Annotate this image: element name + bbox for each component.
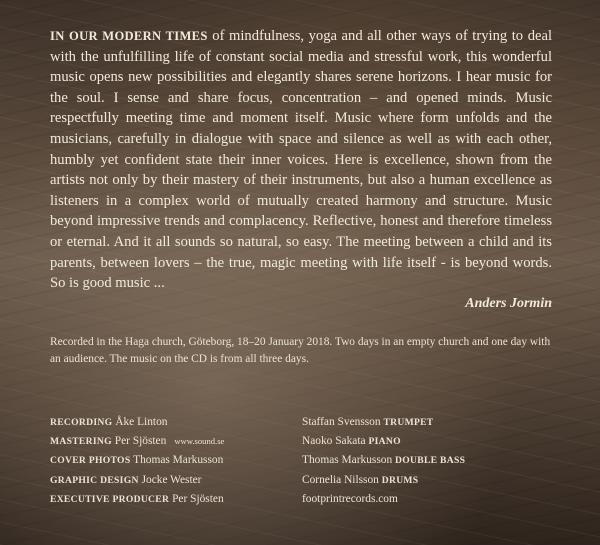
production-credits — [50, 413, 224, 509]
credit-row — [50, 413, 224, 432]
musician-name: Thomas Markusson — [302, 454, 393, 467]
essay-lead: IN OUR MODERN TIMES — [50, 29, 208, 43]
credit-role: COVER PHOTOS — [50, 455, 131, 467]
credit-name: Åke Linton — [115, 416, 168, 428]
musician-row — [302, 413, 552, 432]
essay-body: of mindfulness, yoga and all other ways of trying to deal with the unfulfilling life of constant social media and stressful work, this wonderful music opens new possibilities and elegantly shares serene horizons. I hear music for the soul. I sense and share focus, concentration – and opened minds. Music respectfully meeting time and moment itself. Music where form unfolds and the musicians, carefully in dialogue with space and silence as well as with each other, humbly yet confident state their inner voices. Here is excellence, shown from the artists not only by their mastery of their instruments, but also a human excellence as listeners in a complex world of mutually created harmony and structure. Music beyond impressive trends and complacency. Reflective, honest and therefore timeless or eternal. And it all sounds so natural, so easy. The meeting between a child and its parents, between lovers – the true, magic meeting with life itself - is beyond words. So is good music ... — [50, 28, 552, 292]
credit-name: Jocke Wester — [141, 473, 202, 486]
mastering-url: www.sound.se — [174, 436, 225, 447]
musician-name: Naoko Sakata — [302, 435, 366, 448]
credit-role: RECORDING — [50, 417, 113, 428]
credits-section — [50, 413, 552, 509]
credit-role: GRAPHIC DESIGN — [50, 474, 139, 486]
credit-row — [50, 471, 224, 490]
essay-signature: Anders Jormin — [465, 295, 552, 311]
credit-row — [50, 490, 224, 509]
musician-instrument: DRUMS — [381, 474, 419, 486]
label-website: footprintrecords.com — [302, 492, 398, 505]
credit-name: Per Sjösten — [114, 435, 167, 448]
musician-instrument: TRUMPET — [383, 417, 434, 428]
credit-name: Thomas Markusson — [133, 454, 224, 467]
musician-credits — [302, 413, 552, 509]
credit-row — [50, 432, 224, 451]
credit-name: Per Sjösten — [172, 492, 224, 505]
credit-role: MASTERING — [50, 436, 112, 448]
website-row — [302, 490, 552, 508]
musician-row — [302, 432, 552, 451]
musician-name: Staffan Svensson — [302, 416, 381, 428]
musician-instrument: DOUBLE BASS — [395, 455, 466, 467]
musician-instrument: PIANO — [368, 436, 401, 448]
musician-row — [302, 451, 552, 470]
credit-role: EXECUTIVE PRODUCER — [50, 493, 170, 505]
musician-row — [302, 471, 552, 490]
essay-text — [50, 26, 552, 294]
recording-note: Recorded in the Haga church, Göteborg, 18–20 January 2018. Two days in an empty church and one day with an audience. The music on the CD is from all three days. — [50, 335, 551, 366]
credit-row — [50, 451, 224, 470]
musician-name: Cornelia Nilsson — [302, 473, 379, 486]
